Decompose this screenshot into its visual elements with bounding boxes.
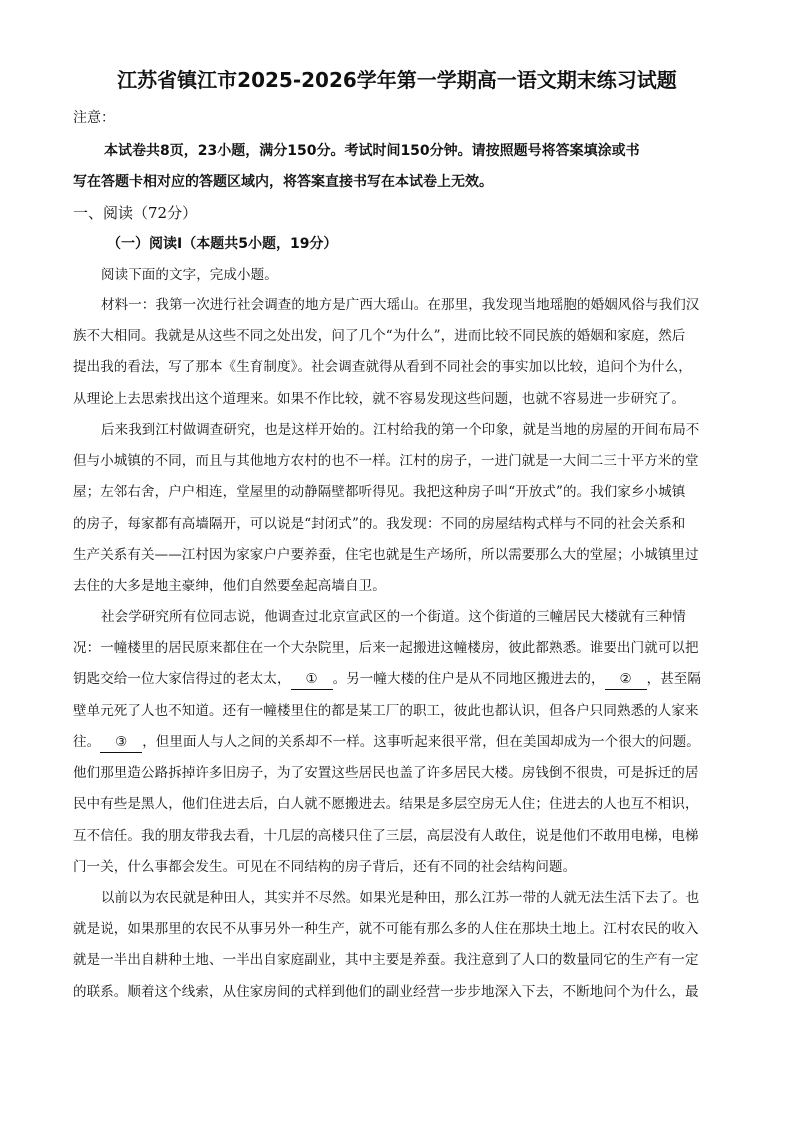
answer-blank-1: ①: [291, 669, 333, 690]
notice-label: 注意：: [73, 110, 115, 126]
exam-title: 江苏省镇江市2025-2026学年第一学期高一语文期末练习试题: [117, 68, 677, 92]
paragraph-line: 门一关，什么事都会发生。可见在不同结构的房子背后，还有不同的社会结构问题。: [73, 859, 577, 875]
paragraph-line: 生产关系有关——江村因为家家户户要养蚕，住宅也就是生产场所，所以需要那么大的堂屋；小城镇里过: [73, 547, 699, 563]
paragraph-line: 社会学研究所有位同志说，他调查过北京宣武区的一个街道。这个街道的三幢居民大楼就有三种情: [101, 609, 686, 625]
blank-line-text: ，甚至隔: [646, 671, 702, 687]
instruction-text: 阅读下面的文字，完成小题。: [101, 267, 278, 283]
paragraph-line: 况：一幢楼里的居民原来都住在一个大杂院里，后来一起搬进这幢楼房，彼此都熟悉。谁要出门就可以把: [73, 640, 699, 656]
paragraph-line: 壁单元死了人也不知道。还有一幢楼里住的都是某工厂的职工，彼此也都认识，但各户只同熟悉的人家来: [73, 703, 699, 719]
blank-line-text: ，但里面人与人之间的关系却不一样。这事听起来很平常，但在美国却成为一个很大的问题。: [142, 734, 700, 750]
answer-blank-2: ②: [605, 669, 647, 690]
paragraph-line: 的联系。顺着这个线索，从住家房间的式样到他们的副业经营一步步地深入下去，不断地问个为什么，最: [73, 984, 699, 1000]
section-heading: 一、阅读（72分）: [73, 204, 198, 222]
paragraph-line: 去住的大多是地主豪绅，他们自然要垒起高墙自卫。: [73, 578, 386, 594]
paragraph-line: 以前以为农民就是种田人，其实并不尽然。如果光是种田，那么江苏一带的人就无法生活下去了。也: [101, 890, 700, 906]
paragraph-line: 的房子，每家都有高墙隔开，可以说是“封闭式”的。我发现：不同的房屋结构式样与不同的社会关系和: [73, 516, 686, 532]
blank-line-text: 钥匙交给一位大家信得过的老太太，: [73, 671, 291, 687]
paragraph-line: 后来我到江村做调查研究，也是这样开始的。江村给我的第一个印象，就是当地的房屋的开间布局不: [101, 422, 700, 438]
paragraph-line: 屋；左邻右舍，户户相连，堂屋里的动静隔壁都听得见。我把这种房子叫“开放式”的。我们家乡小城镇: [73, 484, 686, 500]
paragraph-line: 提出我的看法，写了那本《生育制度》。社会调查就得从看到不同社会的事实加以比较，追问个为什么，: [73, 359, 692, 375]
paragraph-line: 就是一半出自耕种土地、一半出自家庭副业，其中主要是养蚕。我注意到了人口的数量同它的生产有一定: [73, 952, 699, 968]
paragraph-line: 就是说，如果那里的农民不从事另外一种生产，就不可能有那么多的人住在那块土地上。江村农民的收入: [73, 921, 699, 937]
paragraph-line: 材料一：我第一次进行社会调查的地方是广西大瑶山。在那里，我发现当地瑶胞的婚姻风俗与我们汉: [101, 297, 700, 313]
blank-line-text: 。另一幢大楼的住户是从不同地区搬进去的，: [332, 671, 605, 687]
paragraph-line: 互不信任。我的朋友带我去看，十几层的高楼只住了三层，高层没有人敢住，说是他们不敢用电梯，电梯: [73, 828, 699, 844]
subsection-heading: （一）阅读Ⅰ（本题共5小题，19分）: [107, 236, 338, 252]
notice-line-1: 本试卷共8页，23小题，满分150分。考试时间150分钟。请按照题号将答案填涂或书: [104, 143, 640, 159]
answer-blank-3: ③: [100, 732, 142, 753]
blank-line-2: [73, 732, 719, 753]
notice-line-2: 写在答题卡相对应的答题区域内，将答案直接书写在本试卷上无效。: [73, 174, 493, 190]
paragraph-line: 民中有些是黑人，他们住进去后，白人就不愿搬进去。结果是多层空房无人住；住进去的人也互不相识，: [73, 796, 699, 812]
blank-line-1: [73, 669, 719, 690]
paragraph-line: 他们那里造公路拆掉许多旧房子，为了安置这些居民也盖了许多居民大楼。房钱倒不很贵，可是拆迁的居: [73, 765, 699, 781]
blank-line-text: 往。: [73, 734, 101, 750]
paragraph-line: 从理论上去思索找出这个道理来。如果不作比较，就不容易发现这些问题，也就不容易进一步研究了。: [73, 391, 685, 407]
paragraph-line: 族不大相同。我就是从这些不同之处出发，问了几个“为什么”，进而比较不同民族的婚姻和家庭，然后: [73, 328, 686, 344]
paragraph-line: 但与小城镇的不同，而且与其他地方农村的也不一样。江村的房子，一进门就是一大间二三十平方米的堂: [73, 453, 699, 469]
